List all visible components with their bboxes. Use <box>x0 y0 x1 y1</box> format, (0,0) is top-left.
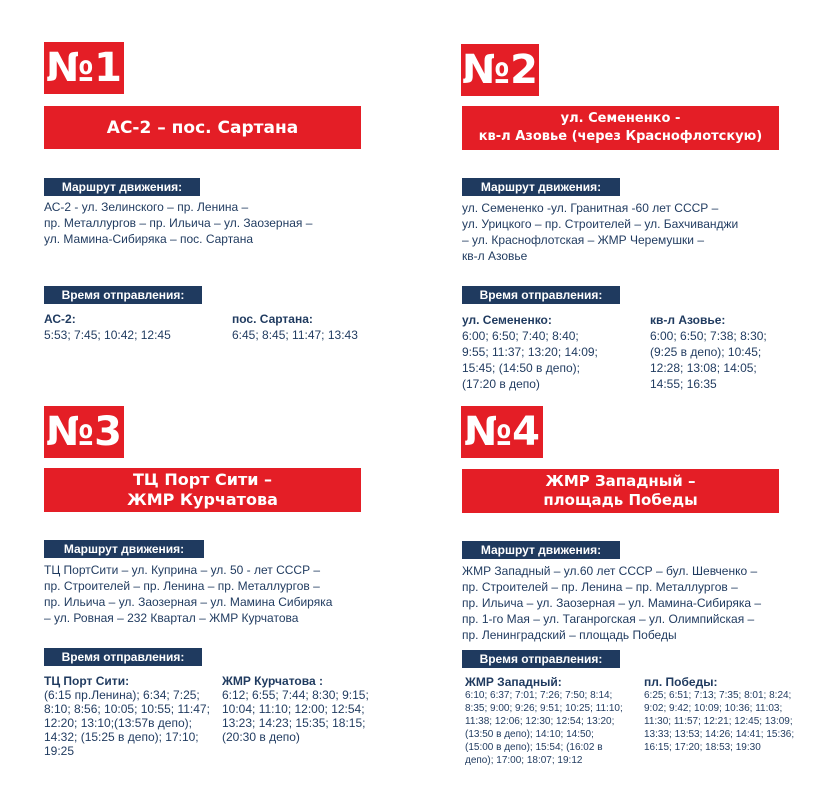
route-path-line: ул. Мамина-Сибиряка – пос. Сартана <box>44 232 254 246</box>
times-line: 10:04; 11:10; 12:00; 12:54; <box>222 702 365 716</box>
route-path-label: Маршрут движения: <box>462 178 620 196</box>
route-title-line: ЖМР Курчатова <box>127 490 278 509</box>
route-title-line: ТЦ Порт Сити – <box>132 470 272 489</box>
route-title-line: АС-2 – пос. Сартана <box>106 117 299 138</box>
route-path-line: пр. Ленинградский – площадь Победы <box>462 628 677 642</box>
departure-times-stop-1 <box>462 312 598 392</box>
times-line: 6:45; 8:45; 11:47; 13:43 <box>232 328 358 342</box>
times-line: 8:10; 8:56; 10:05; 10:55; 11:47; <box>44 702 210 716</box>
times-line: 16:15; 17:20; 18:53; 19:30 <box>644 742 761 753</box>
route-path-line: пр. Ильича – ул. Заозерная – ул. Мамина-Сибиряка – <box>462 596 762 610</box>
times-line: 9:55; 11:37; 13:20; 14:09; <box>462 345 598 359</box>
times-line: 12:28; 13:08; 14:05; <box>650 361 757 375</box>
route-path-line: ул. Урицкого – пр. Строителей – ул. Бахчиванджи <box>462 217 739 231</box>
times-line: (20:30 в депо) <box>222 730 300 744</box>
times-line: (13:50 в депо); 14:10; 14:50; <box>465 729 594 740</box>
route-path-label: Маршрут движения: <box>44 540 204 558</box>
departure-times-stop-2 <box>222 674 369 744</box>
departure-times-stop-2 <box>232 311 358 343</box>
times-line: 9:02; 9:42; 10:09; 10:36; 11:03; <box>644 703 783 714</box>
times-line: 13:23; 14:23; 15:35; 18:15; <box>222 716 366 730</box>
route-path-line: пр. Металлургов – пр. Ильича – ул. Заозерная – <box>44 216 313 230</box>
route-title-banner <box>44 468 361 512</box>
route-path-line: АС-2 - ул. Зелинского – пр. Ленина – <box>44 200 249 214</box>
route-path-line: пр. Строителей – пр. Ленина – пр. Металлургов – <box>462 580 738 594</box>
route-title-banner <box>44 106 361 149</box>
route-title-line: кв-л Азовье (через Краснофлотскую) <box>478 129 763 144</box>
times-line: депо); 17:00; 18:07; 19:12 <box>465 755 583 766</box>
stop-name: ЖМР Западный: <box>465 675 562 689</box>
times-line: 8:35; 9:00; 9:26; 9:51; 10:25; 11:10; <box>465 703 623 714</box>
stop-name: ТЦ Порт Сити: <box>44 674 130 688</box>
stop-name: пос. Сартана: <box>232 312 313 326</box>
times-line: 6:25; 6:51; 7:13; 7:35; 8:01; 8:24; <box>644 690 792 701</box>
times-line: 14:55; 16:35 <box>650 377 717 391</box>
departure-times-stop-2 <box>644 675 794 754</box>
route-path-text <box>44 199 312 247</box>
times-line: 14:32; (15:25 в депо); 17:10; <box>44 730 199 744</box>
route-path-line: пр. 1-го Мая – ул. Таганрогская – ул. Олимпийская – <box>462 612 755 626</box>
departure-times-stop-1 <box>44 311 171 343</box>
route-path-line: ТЦ ПортСити – ул. Куприна – ул. 50 - лет СССР – <box>44 563 321 577</box>
times-line: 6:00; 6:50; 7:38; 8:30; <box>650 329 767 343</box>
route-path-label: Маршрут движения: <box>44 178 200 196</box>
times-line: 5:53; 7:45; 10:42; 12:45 <box>44 328 171 342</box>
times-line: 6:10; 6:37; 7:01; 7:26; 7:50; 8:14; <box>465 690 613 701</box>
departure-times-stop-1 <box>44 674 210 758</box>
route-title-banner <box>462 469 779 513</box>
times-line: 11:38; 12:06; 12:30; 12:54; 13:20; <box>465 716 615 727</box>
route-path-text <box>44 562 332 626</box>
departure-times-label: Время отправления: <box>462 650 620 668</box>
route-path-text <box>462 563 761 643</box>
route-title-banner <box>462 106 779 150</box>
stop-name: АС-2: <box>44 312 76 326</box>
departure-times-label: Время отправления: <box>462 286 620 304</box>
route-number-badge: №1 <box>44 42 124 94</box>
times-line: 15:45; (14:50 в депо); <box>462 361 580 375</box>
route-path-line: – ул. Краснофлотская – ЖМР Черемушки – <box>462 233 705 247</box>
times-line: 11:30; 11:57; 12:21; 12:45; 13:09; <box>644 716 793 727</box>
times-line: 13:33; 13:53; 14:26; 14:41; 15:36; <box>644 729 795 740</box>
route-number-badge: №4 <box>461 406 543 458</box>
departure-times-label: Время отправления: <box>44 286 202 304</box>
route-number-badge: №2 <box>461 44 539 96</box>
times-line: (15:00 в депо); 15:54; (16:02 в <box>465 742 603 753</box>
route-path-label: Маршрут движения: <box>462 541 620 559</box>
route-path-line: ул. Семененко -ул. Гранитная -60 лет СССР – <box>462 201 719 215</box>
route-title-line: площадь Победы <box>543 491 698 509</box>
route-path-line: пр. Строителей – пр. Ленина – пр. Металлургов – <box>44 579 320 593</box>
route-path-line: кв-л Азовье <box>462 249 528 263</box>
route-path-text <box>462 200 738 264</box>
route-number-badge: №3 <box>44 406 124 458</box>
route-path-line: ЖМР Западный – ул.60 лет СССР – бул. Шевченко – <box>462 564 758 578</box>
departure-times-stop-1 <box>465 675 623 767</box>
departure-times-label: Время отправления: <box>44 648 202 666</box>
times-line: 6:12; 6:55; 7:44; 8:30; 9:15; <box>222 688 369 702</box>
route-title-line: ЖМР Западный – <box>545 472 696 490</box>
stop-name: ул. Семененко: <box>462 313 552 327</box>
route-title-line: ул. Семененко - <box>560 111 681 126</box>
times-line: 6:00; 6:50; 7:40; 8:40; <box>462 329 579 343</box>
route-path-line: – ул. Ровная – 232 Квартал – ЖМР Курчатова <box>44 611 299 625</box>
stop-name: кв-л Азовье: <box>650 313 726 327</box>
times-line: (17:20 в депо) <box>462 377 540 391</box>
stop-name: пл. Победы: <box>644 675 718 689</box>
times-line: (9:25 в депо); 10:45; <box>650 345 762 359</box>
times-line: (6:15 пр.Ленина); 6:34; 7:25; <box>44 688 200 702</box>
times-line: 12:20; 13:10;(13:57в депо); <box>44 716 192 730</box>
stop-name: ЖМР Курчатова : <box>222 674 323 688</box>
departure-times-stop-2 <box>650 312 767 392</box>
route-path-line: пр. Ильича – ул. Заозерная – ул. Мамина Сибиряка <box>44 595 333 609</box>
times-line: 19:25 <box>44 744 75 758</box>
